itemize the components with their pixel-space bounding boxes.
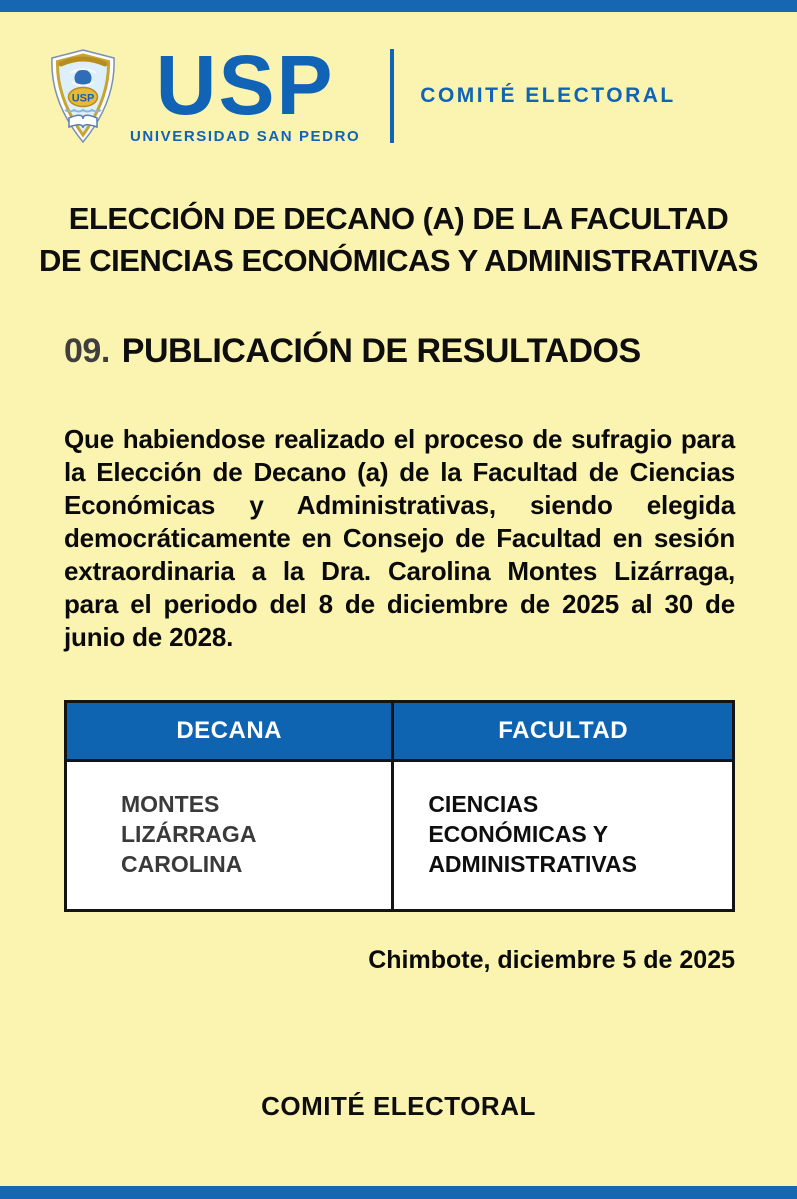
usp-shield-logo-icon: [48, 49, 118, 143]
top-frame-bar: [0, 0, 797, 12]
logo-acronym-small: USP: [71, 92, 95, 105]
header-divider: [390, 49, 394, 143]
brand-block: [130, 37, 361, 146]
column-header-facultad: FACULTAD: [393, 701, 734, 760]
cell-decana-name: MONTES LIZÁRRAGA CAROLINA: [66, 760, 393, 910]
results-table-header-row: [66, 701, 734, 760]
page-title: [0, 198, 797, 282]
section-heading: [64, 332, 735, 371]
cell-facultad-name: CIENCIAS ECONÓMICAS Y ADMINISTRATIVAS: [393, 760, 734, 910]
section-heading-text: PUBLICACIÓN DE RESULTADOS: [121, 331, 641, 370]
dateline: Chimbote, diciembre 5 de 2025: [368, 945, 735, 974]
table-row: [66, 760, 734, 910]
header: [0, 0, 797, 152]
column-header-decana: DECANA: [66, 701, 393, 760]
bottom-frame-bar: [0, 1186, 797, 1199]
usp-acronym: USP: [155, 37, 335, 132]
section-number: 09.: [64, 331, 110, 370]
page-title-line1: ELECCIÓN DE DECANO (A) DE LA FACULTAD: [68, 201, 729, 236]
results-table: [64, 700, 735, 912]
university-name: UNIVERSIDAD SAN PEDRO: [130, 128, 361, 146]
signature-committee: COMITÉ ELECTORAL: [261, 1090, 536, 1121]
page-title-line2: DE CIENCIAS ECONÓMICAS Y ADMINISTRATIVAS: [39, 242, 758, 278]
body-paragraph: Que habiendose realizado el proceso de sufragio para la Elección de Decano (a) de la Facultad de Ciencias Económicas y Administrativas, siendo elegida democráticamente en Consejo de Facultad en sesión extraordinaria a la Dra. Carolina Montes Lizárraga, para el periodo del 8 de diciembre de 2025 al 30 de junio de 2028.: [64, 423, 735, 652]
committee-label: COMITÉ ELECTORAL: [420, 84, 676, 107]
